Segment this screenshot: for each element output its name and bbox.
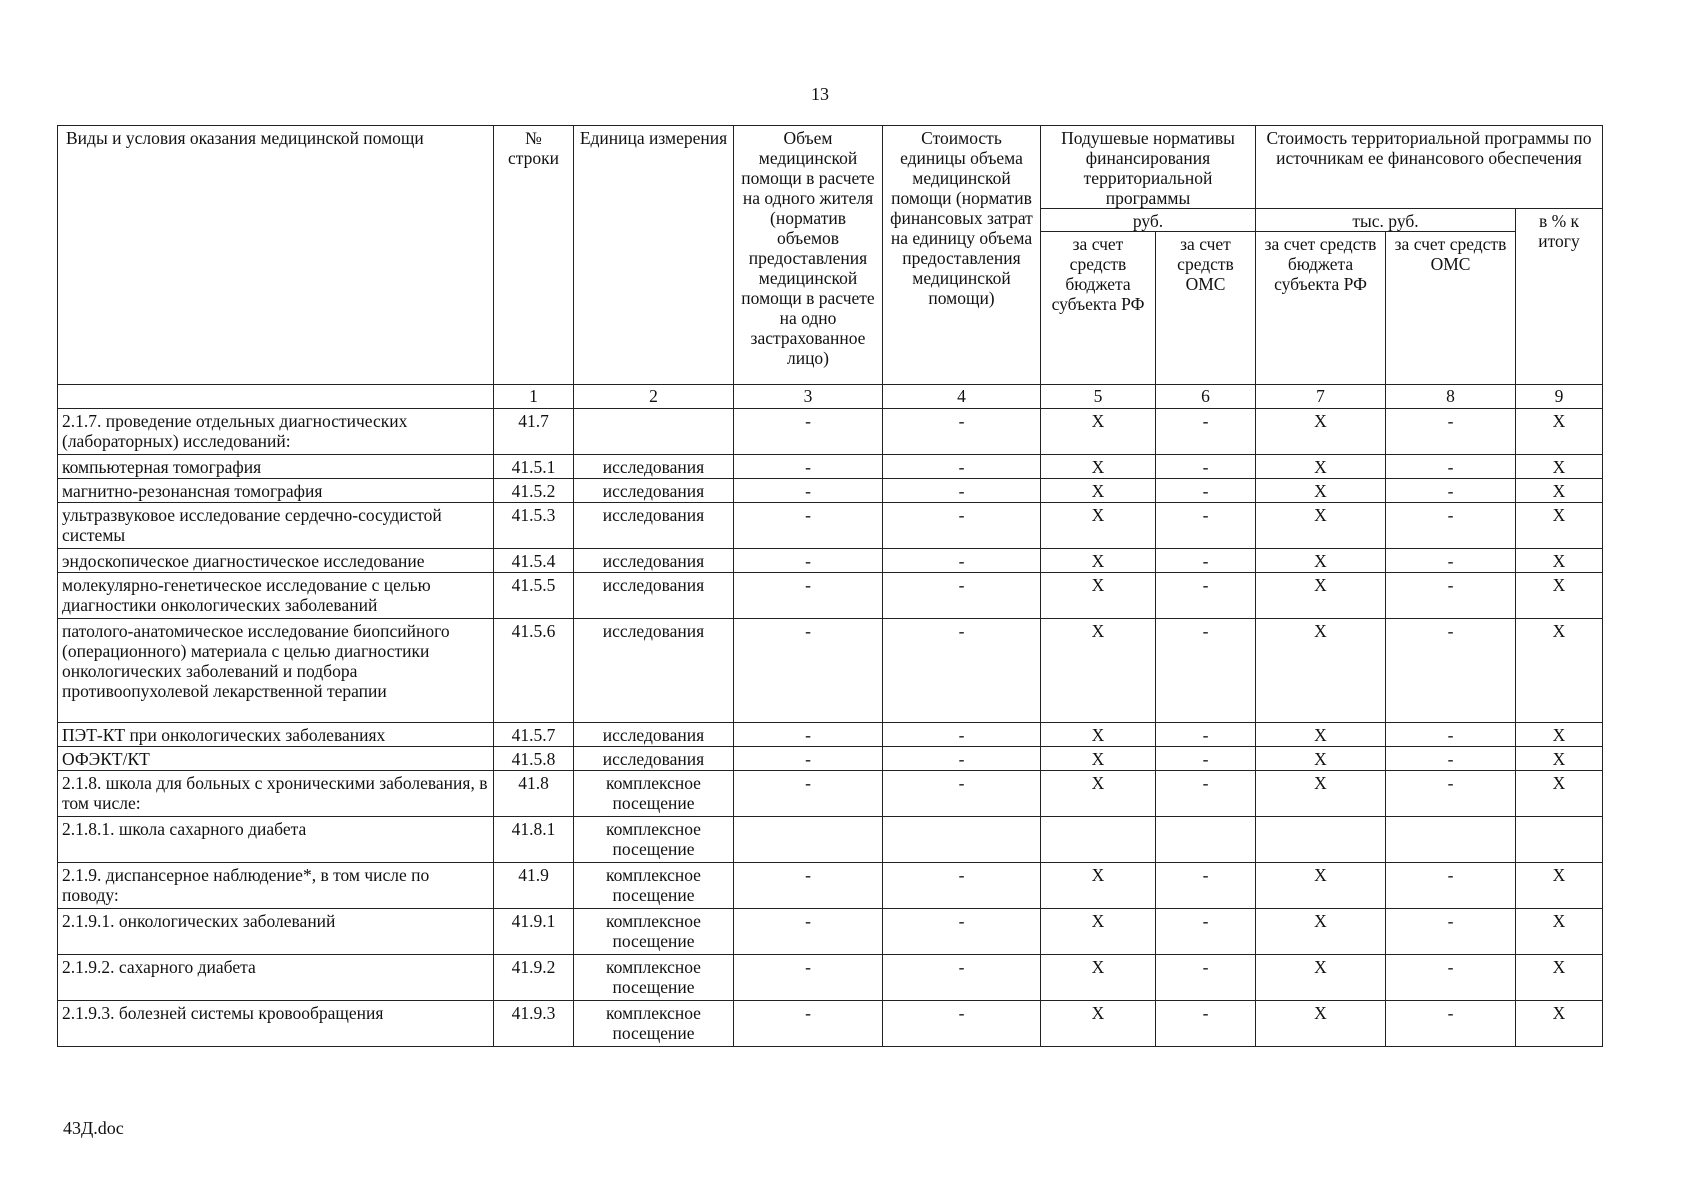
col-number: 9 [1516,385,1603,409]
table-row [58,573,1603,619]
row-number-cell: 41.5.5 [494,573,574,619]
value-cell-8: - [1386,455,1516,479]
row-name-cell: ПЭТ-КТ при онкологических заболеваниях [58,723,494,747]
row-unit-cell: исследования [574,747,734,771]
table-row [58,549,1603,573]
value-cell-3: - [734,955,883,1001]
row-number-cell: 41.7 [494,409,574,455]
col-number: 6 [1156,385,1256,409]
value-cell-8: - [1386,1001,1516,1047]
value-cell-5: X [1041,909,1156,955]
row-number-cell: 41.5.2 [494,479,574,503]
value-cell-7: X [1256,573,1386,619]
value-cell-5 [1041,817,1156,863]
col-number: 8 [1386,385,1516,409]
value-cell-7: X [1256,955,1386,1001]
value-cell-6 [1156,817,1256,863]
value-cell-8: - [1386,619,1516,723]
value-cell-8: - [1386,723,1516,747]
col-number: 5 [1041,385,1156,409]
row-number-cell: 41.5.4 [494,549,574,573]
value-cell-9: X [1516,455,1603,479]
table-row [58,955,1603,1001]
table-row [58,747,1603,771]
table-row [58,455,1603,479]
value-cell-6: - [1156,955,1256,1001]
file-name-footer: 43Д.doc [63,1118,124,1138]
value-cell-9 [1516,817,1603,863]
value-cell-5: X [1041,955,1156,1001]
value-cell-6: - [1156,479,1256,503]
row-name-cell: 2.1.9. диспансерное наблюдение*, в том числе по поводу: [58,863,494,909]
value-cell-7 [1256,817,1386,863]
header-program-cost: Стоимость территориальной программы по источникам ее финансового обеспечения [1256,126,1603,209]
value-cell-5: X [1041,479,1156,503]
value-cell-7: X [1256,747,1386,771]
value-cell-4: - [883,1001,1041,1047]
value-cell-9: X [1516,409,1603,455]
value-cell-8: - [1386,549,1516,573]
value-cell-5: X [1041,619,1156,723]
table-row [58,771,1603,817]
value-cell-3: - [734,503,883,549]
value-cell-7: X [1256,771,1386,817]
value-cell-4: - [883,573,1041,619]
value-cell-3 [734,817,883,863]
header-budget-rf: за счет средств бюджета субъекта РФ [1041,232,1156,385]
col-number [58,385,494,409]
value-cell-9: X [1516,909,1603,955]
value-cell-3: - [734,455,883,479]
value-cell-3: - [734,409,883,455]
col-number: 7 [1256,385,1386,409]
value-cell-5: X [1041,747,1156,771]
value-cell-9: X [1516,955,1603,1001]
row-number-cell: 41.8.1 [494,817,574,863]
row-name-cell: 2.1.8. школа для больных с хроническими заболевания, в том числе: [58,771,494,817]
header-oms: за счет средств ОМС [1156,232,1256,385]
value-cell-8: - [1386,771,1516,817]
value-cell-4: - [883,619,1041,723]
row-number-cell: 41.9.2 [494,955,574,1001]
value-cell-3: - [734,479,883,503]
value-cell-5: X [1041,573,1156,619]
row-number-cell: 41.5.1 [494,455,574,479]
row-name-cell: патолого-анатомическое исследование биопсийного (операционного) материала с целью диагностики онкологических заболеваний и подбора противоопухолевой лекарственной терапии [58,619,494,723]
row-unit-cell: исследования [574,723,734,747]
row-number-cell: 41.5.8 [494,747,574,771]
value-cell-5: X [1041,863,1156,909]
value-cell-6: - [1156,909,1256,955]
row-name-cell: эндоскопическое диагностическое исследование [58,549,494,573]
header-types: Виды и условия оказания медицинской помощи [58,126,494,385]
row-unit-cell: исследования [574,549,734,573]
row-unit-cell [574,409,734,455]
row-number-cell: 41.9.1 [494,909,574,955]
value-cell-6: - [1156,771,1256,817]
value-cell-9: X [1516,573,1603,619]
value-cell-3: - [734,573,883,619]
value-cell-9: X [1516,723,1603,747]
page-number: 13 [811,84,829,104]
value-cell-4: - [883,479,1041,503]
row-name-cell: 2.1.9.2. сахарного диабета [58,955,494,1001]
value-cell-9: X [1516,479,1603,503]
value-cell-4: - [883,723,1041,747]
value-cell-3: - [734,863,883,909]
value-cell-7: X [1256,409,1386,455]
header-rub: руб. [1041,209,1256,232]
row-name-cell: компьютерная томография [58,455,494,479]
col-number: 3 [734,385,883,409]
value-cell-3: - [734,747,883,771]
row-unit-cell: исследования [574,503,734,549]
value-cell-9: X [1516,503,1603,549]
column-numbers-row [58,385,1603,409]
value-cell-8: - [1386,503,1516,549]
table-row [58,409,1603,455]
row-unit-cell: комплексное посещение [574,817,734,863]
value-cell-3: - [734,619,883,723]
value-cell-8: - [1386,573,1516,619]
header-cost: Стоимость единицы объема медицинской помощи (норматив финансовых затрат на единицу объема предоставления медицинской помощи) [883,126,1041,385]
value-cell-8: - [1386,863,1516,909]
value-cell-5: X [1041,455,1156,479]
table-row [58,723,1603,747]
row-name-cell: 2.1.7. проведение отдельных диагностических (лабораторных) исследований: [58,409,494,455]
value-cell-4: - [883,863,1041,909]
value-cell-8: - [1386,747,1516,771]
header-unit: Единица измерения [574,126,734,385]
value-cell-9: X [1516,549,1603,573]
row-number-cell: 41.5.6 [494,619,574,723]
value-cell-6: - [1156,549,1256,573]
value-cell-4: - [883,409,1041,455]
value-cell-4: - [883,955,1041,1001]
value-cell-7: X [1256,619,1386,723]
row-number-cell: 41.9.3 [494,1001,574,1047]
col-number: 4 [883,385,1041,409]
value-cell-3: - [734,771,883,817]
row-unit-cell: комплексное посещение [574,909,734,955]
header-percent: в % к итогу [1516,209,1603,385]
value-cell-4: - [883,747,1041,771]
table-row [58,863,1603,909]
table-row [58,479,1603,503]
value-cell-4: - [883,771,1041,817]
value-cell-6: - [1156,1001,1256,1047]
value-cell-4: - [883,455,1041,479]
row-name-cell: ультразвуковое исследование сердечно-сосудистой системы [58,503,494,549]
value-cell-8: - [1386,479,1516,503]
row-name-cell: магнитно-резонансная томография [58,479,494,503]
header-thous-rub: тыс. руб. [1256,209,1516,232]
table-row [58,503,1603,549]
value-cell-7: X [1256,1001,1386,1047]
value-cell-4: - [883,909,1041,955]
header-oms-2: за счет средств ОМС [1386,232,1516,385]
table-row [58,909,1603,955]
value-cell-7: X [1256,863,1386,909]
row-name-cell: 2.1.8.1. школа сахарного диабета [58,817,494,863]
row-unit-cell: комплексное посещение [574,955,734,1001]
value-cell-7: X [1256,455,1386,479]
value-cell-9: X [1516,771,1603,817]
financing-table [57,125,1603,1047]
value-cell-8: - [1386,909,1516,955]
value-cell-8: - [1386,955,1516,1001]
header-row-no: № строки [494,126,574,385]
value-cell-4: - [883,549,1041,573]
row-number-cell: 41.9 [494,863,574,909]
value-cell-7: X [1256,479,1386,503]
row-name-cell: 2.1.9.3. болезней системы кровообращения [58,1001,494,1047]
header-per-capita: Подушевые нормативы финансирования территориальной программы [1041,126,1256,209]
table-row [58,1001,1603,1047]
value-cell-3: - [734,1001,883,1047]
header-budget-rf-2: за счет средств бюджета субъекта РФ [1256,232,1386,385]
row-name-cell: молекулярно-генетическое исследование с целью диагностики онкологических заболеваний [58,573,494,619]
table-row [58,817,1603,863]
value-cell-4: - [883,503,1041,549]
value-cell-5: X [1041,409,1156,455]
value-cell-7: X [1256,909,1386,955]
row-number-cell: 41.5.3 [494,503,574,549]
value-cell-7: X [1256,549,1386,573]
value-cell-3: - [734,549,883,573]
row-unit-cell: комплексное посещение [574,1001,734,1047]
row-name-cell: 2.1.9.1. онкологических заболеваний [58,909,494,955]
row-name-cell: ОФЭКТ/КТ [58,747,494,771]
table-row [58,619,1603,723]
value-cell-6: - [1156,723,1256,747]
header-volume: Объем медицинской помощи в расчете на одного жителя (норматив объемов предоставления медицинской помощи в расчете на одно застрахованное лицо) [734,126,883,385]
value-cell-9: X [1516,1001,1603,1047]
value-cell-8 [1386,817,1516,863]
col-number: 1 [494,385,574,409]
value-cell-8: - [1386,409,1516,455]
value-cell-6: - [1156,409,1256,455]
value-cell-9: X [1516,863,1603,909]
row-number-cell: 41.8 [494,771,574,817]
row-unit-cell: комплексное посещение [574,863,734,909]
value-cell-7: X [1256,723,1386,747]
row-unit-cell: исследования [574,573,734,619]
value-cell-9: X [1516,747,1603,771]
value-cell-5: X [1041,771,1156,817]
value-cell-5: X [1041,549,1156,573]
value-cell-6: - [1156,573,1256,619]
value-cell-5: X [1041,723,1156,747]
value-cell-3: - [734,909,883,955]
value-cell-6: - [1156,619,1256,723]
value-cell-6: - [1156,503,1256,549]
value-cell-5: X [1041,1001,1156,1047]
row-unit-cell: исследования [574,619,734,723]
row-unit-cell: комплексное посещение [574,771,734,817]
row-unit-cell: исследования [574,479,734,503]
row-unit-cell: исследования [574,455,734,479]
value-cell-7: X [1256,503,1386,549]
value-cell-9: X [1516,619,1603,723]
col-number: 2 [574,385,734,409]
row-number-cell: 41.5.7 [494,723,574,747]
value-cell-4 [883,817,1041,863]
value-cell-6: - [1156,747,1256,771]
value-cell-6: - [1156,863,1256,909]
value-cell-6: - [1156,455,1256,479]
value-cell-3: - [734,723,883,747]
value-cell-5: X [1041,503,1156,549]
